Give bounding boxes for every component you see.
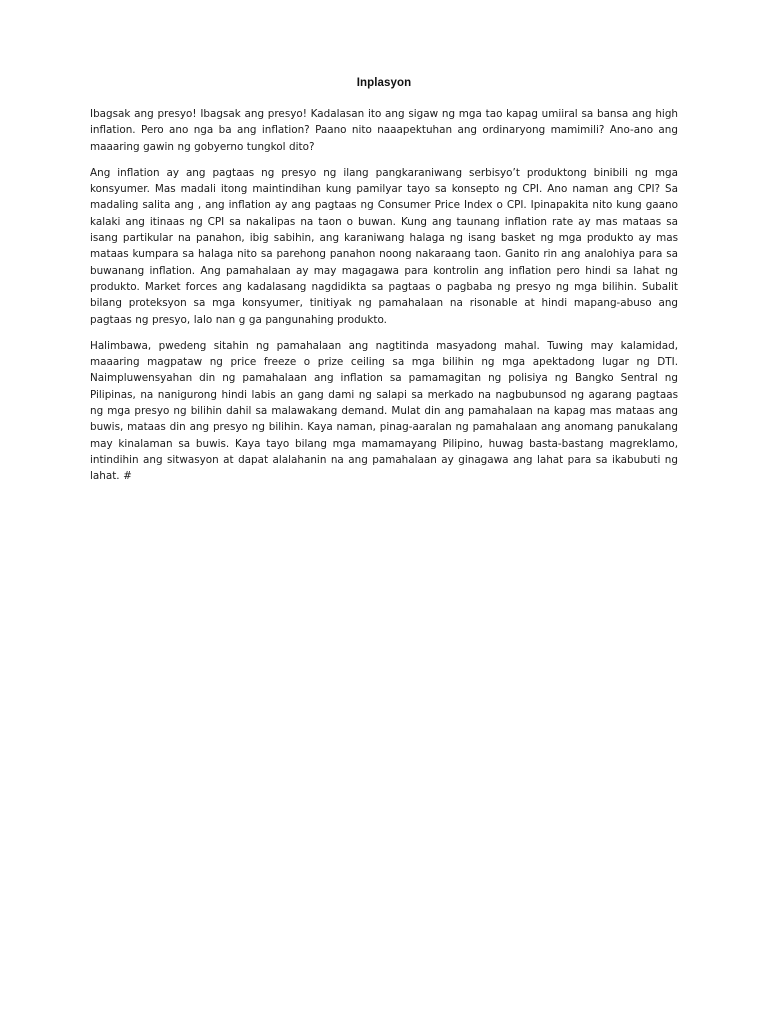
paragraph-government-role: Halimbawa, pwedeng sitahin ng pamahalaan ang nagtitinda masyadong mahal. Tuwing may kalamidad, maaaring magpataw ng price freeze o prize ceiling sa mga bilihin ng mga apektadong lugar ng DTI. Naimpluwensyahan din ng pamahalaan ang inflation sa pamamagitan ng polisiya ng Bangko Sentral ng Pilipinas, na nanigurong hindi labis an gang dami ng salapi sa merkado na nagbubunsod ng agarang pagtaas ng mga presyo ng bilihin dahil sa malawakang demand. Mulat din ang pamahalaan na kapag mas mataas ang buwis, mataas din ang presyo ng bilihin. Kaya naman, pinag-aaralan ng pamahalaan ang anomang panukalang may kinalaman sa buwis. Kaya tayo bilang mga mamamayang Pilipino, huwag basta-bastang magreklamo, intindihin ang sitwasyon at dapat alalahanin na ang pamahalaan ay ginagawa ang lahat para sa ikabubuti ng lahat. # bbox=[90, 339, 678, 483]
paragraph-definition: Ang inflation ay ang pagtaas ng presyo ng ilang pangkaraniwang serbisyo’t produktong binibili ng mga konsyumer. Mas madali itong maintindihan kung pamilyar tayo sa konsepto ng CPI. Ano naman ang CPI? Sa madaling salita ang , ang inflation ay ang pagtaas ng Consumer Price Index o CPI. Ipinapakita nito kung gaano kalaki ang itinaas ng CPI sa nakalipas na taon o buwan. Kung ang taunang inflation rate ay mas mataas sa isang partikular na panahon, ibig sabihin, ang karaniwang halaga ng isang basket ng mga produkto ay mas mataas kumpara sa halaga nito sa parehong panahon noong nakaraang taon. Ganito rin ang analohiya para sa buwanang inflation. Ang pamahalaan ay may magagawa para kontrolin ang inflation pero hindi sa lahat ng produkto. Market forces ang kadalasang nagdidikta sa pagtaas o pagbaba ng presyo ng mga bilihin. Subalit bilang proteksyon sa mga konsyumer, tinitiyak ng pamahalaan na risonable at hindi mapang-abuso ang pagtaas ng presyo, lalo nan g ga pangunahing produkto. bbox=[90, 166, 678, 326]
document-title: Inplasyon bbox=[356, 77, 412, 89]
document-body bbox=[90, 106, 678, 495]
paragraph-intro: Ibagsak ang presyo! Ibagsak ang presyo! Kadalasan ito ang sigaw ng mga tao kapag umiiral sa bansa ang high inflation. Pero ano nga ba ang inflation? Paano nito naaapektuhan ang ordinaryong mamimili? Ano-ano ang maaaring gawin ng gobyerno tungkol dito? bbox=[90, 108, 678, 153]
